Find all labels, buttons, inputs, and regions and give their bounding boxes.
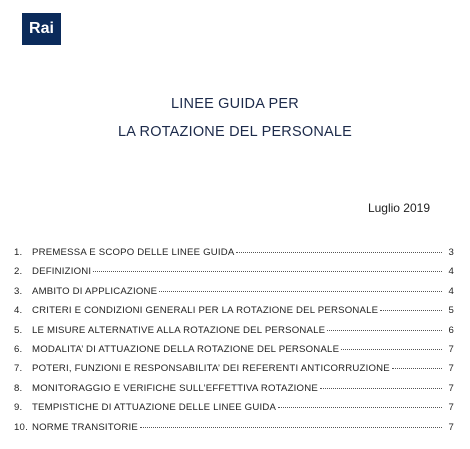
toc-entry-title: LE MISURE ALTERNATIVE ALLA ROTAZIONE DEL PERSONALE	[32, 324, 326, 336]
toc-entry-page: 6	[448, 324, 454, 336]
toc-entry[interactable]	[14, 247, 454, 266]
toc-entry-number: 1.	[14, 247, 23, 258]
toc-entry-page: 7	[448, 402, 454, 414]
toc-dot-leader	[236, 252, 442, 253]
toc-entry-page: 7	[448, 382, 454, 394]
toc-entry-page: 3	[448, 247, 454, 258]
toc-entry[interactable]	[14, 325, 454, 344]
toc-entry-number: 10.	[14, 421, 28, 433]
toc-dot-leader	[327, 330, 442, 331]
toc-dot-leader	[380, 310, 442, 311]
toc-entry-number: 8.	[14, 382, 23, 394]
toc-entry-number: 2.	[14, 266, 23, 278]
toc-entry-number: 7.	[14, 363, 23, 375]
toc-entry-number: 6.	[14, 343, 23, 355]
toc-entry-title: TEMPISTICHE DI ATTUAZIONE DELLE LINEE GUIDA	[32, 402, 277, 414]
toc-entry[interactable]	[14, 266, 454, 285]
toc-dot-leader	[140, 427, 442, 428]
toc-entry-number: 4.	[14, 305, 23, 317]
toc-dot-leader	[159, 291, 442, 292]
toc-entry-page: 4	[448, 285, 454, 297]
toc-entry-title: POTERI, FUNZIONI E RESPONSABILITA’ DEI REFERENTI ANTICORRUZIONE	[32, 363, 390, 375]
document-title-line-2: LA ROTAZIONE DEL PERSONALE	[117, 124, 353, 140]
toc-entry[interactable]	[14, 402, 454, 421]
toc-entry-title: MODALITA’ DI ATTUAZIONE DELLA ROTAZIONE DEL PERSONALE	[32, 343, 340, 355]
toc-dot-leader	[278, 407, 442, 408]
toc-entry-page: 5	[448, 305, 454, 317]
toc-entry-page: 7	[448, 363, 454, 375]
toc-dot-leader	[320, 388, 442, 389]
toc-entry-title: DEFINIZIONI	[32, 266, 92, 278]
toc-entry-number: 5.	[14, 324, 23, 336]
table-of-contents	[14, 247, 454, 441]
toc-entry[interactable]	[14, 422, 454, 441]
toc-entry-page: 7	[448, 421, 454, 433]
toc-dot-leader	[341, 349, 442, 350]
toc-entry-title: NORME TRANSITORIE	[32, 421, 138, 433]
toc-entry-number: 9.	[14, 402, 23, 414]
toc-entry-title: MONITORAGGIO E VERIFICHE SULL’EFFETTIVA ROTAZIONE	[32, 382, 318, 394]
toc-dot-leader	[93, 271, 442, 272]
toc-entry-number: 3.	[14, 285, 23, 297]
rai-logo: Rai	[22, 13, 61, 45]
document-date: Luglio 2019	[367, 201, 430, 215]
toc-entry-page: 4	[448, 266, 454, 278]
toc-entry[interactable]	[14, 286, 454, 305]
toc-entry-page: 7	[448, 343, 454, 355]
toc-entry[interactable]	[14, 305, 454, 324]
toc-entry[interactable]	[14, 344, 454, 363]
toc-entry-title: CRITERI E CONDIZIONI GENERALI PER LA ROTAZIONE DEL PERSONALE	[32, 305, 379, 317]
toc-entry-title: AMBITO DI APPLICAZIONE	[32, 285, 158, 297]
toc-dot-leader	[392, 368, 442, 369]
toc-entry-title: PREMESSA E SCOPO DELLE LINEE GUIDA	[32, 247, 235, 258]
toc-entry[interactable]	[14, 363, 454, 382]
document-title-line-1: LINEE GUIDA PER	[171, 96, 299, 112]
toc-entry[interactable]	[14, 383, 454, 402]
